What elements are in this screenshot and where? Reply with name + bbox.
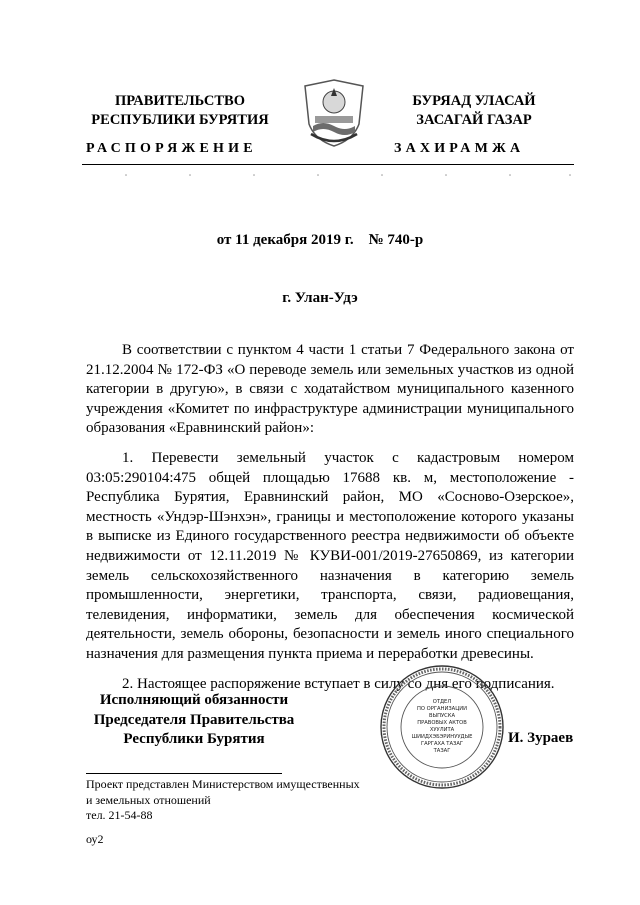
header-right-block xyxy=(378,92,570,130)
signatory-name: И. Зураев xyxy=(508,730,574,746)
footer-line2: и земельных отношений xyxy=(86,792,211,807)
item-2-paragraph: 2. Настоящее распоряжение вступает в силу со дня его подписания. xyxy=(122,675,555,692)
footer-phone: тел. 21-54-88 xyxy=(86,808,153,822)
document-type-left: РАСПОРЯЖЕНИЕ xyxy=(86,141,257,156)
header-right-line1: БУРЯАД УЛАСАЙ xyxy=(412,93,536,109)
stamp-line8: ТАЗАГ xyxy=(433,748,451,754)
stamp-line1: ОТДЕЛ xyxy=(432,699,452,705)
header-right-line2: ЗАСАГАЙ ГАЗАР xyxy=(416,112,532,128)
item-1-paragraph: 1. Перевести земельный участок с кадастровым номером 03:05:290104:475 общей площадью 17688 кв. м, местоположение - Республика Бурятия, Еравнинский район, МО «Сосново-Озерское», местность «Ундэр-Шэнхэн», границы и местоположение которого указаны в выписке из Единого государственного реестра недвижимости об объекте недвижимости от 12.11.2019 № КУВИ-001/2019-27650869, из категории земель сельскохозяйственного назначения в категорию земель промышленности, энергетики, транспорта, связи, радиовещания, телевидения, информатики, земель для обеспечения космической деятельности, земель обороны, безопасности и земель иного специального назначения для размещения пункта приема и переработки древесины. xyxy=(86,449,574,662)
document-type-right: ЗАХИРАМЖА xyxy=(394,141,525,156)
footer-divider xyxy=(86,773,282,774)
footer-note xyxy=(86,777,360,824)
document-code: оу2 xyxy=(86,832,104,846)
signatory-line2: Председателя Правительства xyxy=(93,711,295,728)
stamp-line4: ПРАВОВЫХ АКТОВ xyxy=(417,720,467,726)
header-divider xyxy=(82,164,574,165)
footer-line1: Проект представлен Министерством имущественных xyxy=(86,777,360,791)
stamp-line5: ХУУЛИТА xyxy=(429,727,455,733)
stamp-line7: ГАРГАХА ТАЗАГ xyxy=(420,741,464,747)
stamp-line6: ШИИДХЭБЭРИНУУДЫЕ xyxy=(411,734,473,740)
signatory-line1: Исполняющий обязанности xyxy=(99,692,289,708)
document-city: г. Улан-Удэ xyxy=(282,290,358,306)
header-dot-line xyxy=(82,172,574,178)
signatory-title xyxy=(88,691,300,750)
stamp-line2: ПО ОРГАНИЗАЦИИ xyxy=(416,706,468,712)
document-body xyxy=(86,341,574,704)
signatory-line3: Республики Бурятия xyxy=(123,731,265,747)
preamble-paragraph: В соответствии с пунктом 4 части 1 статьи 7 Федерального закона от 21.12.2004 № 172-ФЗ «О переводе земель или земельных участков из одной категории в другую», в связи с ходатайством муниципального казенного учреждения «Комитет по инфраструктуре администрации муниципального образования «Еравнинский район»: xyxy=(86,342,574,437)
header-left-line1: ПРАВИТЕЛЬСТВО xyxy=(115,93,245,109)
coat-of-arms-emblem xyxy=(301,78,367,148)
official-stamp xyxy=(378,663,506,791)
document-date-number: от 11 декабря 2019 г. № 740-р xyxy=(216,232,424,248)
header-left-block xyxy=(80,92,280,130)
header-left-line2: РЕСПУБЛИКИ БУРЯТИЯ xyxy=(91,112,269,128)
stamp-line3: ВЫПУСКА xyxy=(428,713,456,719)
